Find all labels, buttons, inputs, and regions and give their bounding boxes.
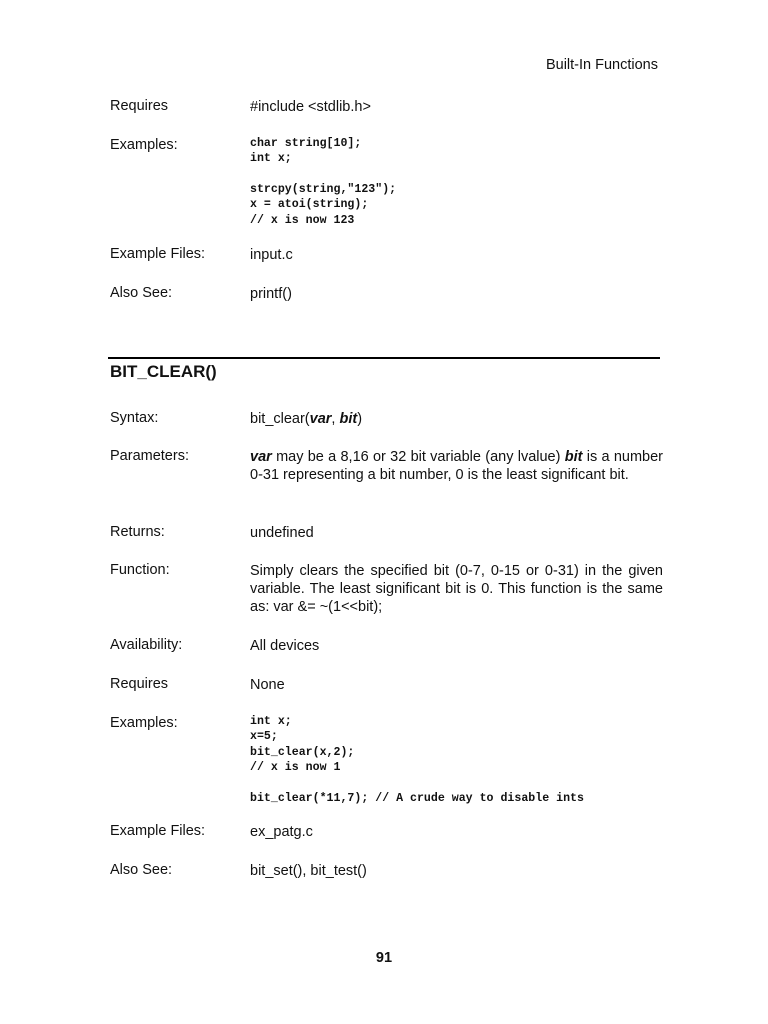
code-block-1: int x; x=5; bit_clear(x,2); // x is now 1 <box>250 715 355 775</box>
function-label: Function: <box>110 562 170 578</box>
prev-code-block-2: strcpy(string,"123"); x = atoi(string); // x is now 123 <box>250 182 397 227</box>
syntax-value <box>250 410 663 428</box>
availability-label: Availability: <box>110 637 183 653</box>
syntax-arg-var: var <box>309 411 332 427</box>
function-value: Simply clears the specified bit (0-7, 0-15 or 0-31) in the given variable. The least significant bit is 0. This function is the same as: var &= ~(1<<bit); <box>250 563 663 615</box>
syntax-arg-bit: bit <box>339 411 358 427</box>
prev-requires-value: #include <stdlib.h> <box>250 99 371 115</box>
prev-example-files-label: Example Files: <box>110 246 206 262</box>
running-header: Built-In Functions <box>545 57 658 73</box>
param-var-desc: may be a 8,16 or 32 bit variable (any lvalue) <box>271 449 565 465</box>
syntax-sep: , <box>331 411 340 427</box>
param-bit-desc: is a number 0-31 representing a bit number, 0 is the least significant bit. <box>250 449 663 483</box>
prev-code-block-1: char string[10]; int x; <box>250 137 362 166</box>
parameters-value <box>250 448 663 484</box>
prev-requires-label: Requires <box>110 98 169 114</box>
returns-value: undefined <box>250 525 314 541</box>
availability-value: All devices <box>250 638 320 654</box>
examples-code <box>250 714 663 806</box>
prev-examples-label: Examples: <box>110 137 178 153</box>
prev-example-files-value: input.c <box>250 247 293 263</box>
prev-also-see-value: printf() <box>250 286 292 302</box>
examples-label: Examples: <box>110 715 178 731</box>
code-block-2: bit_clear(*11,7); // A crude way to disable ints <box>250 791 584 805</box>
also-see-label: Also See: <box>110 862 173 878</box>
prev-examples-code <box>250 136 663 228</box>
example-files-value: ex_patg.c <box>250 824 313 840</box>
also-see-value: bit_set(), bit_test() <box>250 863 367 879</box>
param-var-name: var <box>250 449 272 465</box>
syntax-label: Syntax: <box>110 410 159 426</box>
prev-also-see-label: Also See: <box>110 285 173 301</box>
syntax-suffix: ) <box>357 411 363 427</box>
section-divider <box>108 357 660 359</box>
section-title: BIT_CLEAR() <box>110 362 217 381</box>
parameters-label: Parameters: <box>110 448 189 464</box>
returns-label: Returns: <box>110 524 165 540</box>
param-bit-name: bit <box>564 449 583 465</box>
requires-value: None <box>250 677 285 693</box>
syntax-prefix: bit_clear( <box>250 411 310 427</box>
example-files-label: Example Files: <box>110 823 206 839</box>
requires-label: Requires <box>110 676 169 692</box>
page-number: 91 <box>375 950 393 966</box>
